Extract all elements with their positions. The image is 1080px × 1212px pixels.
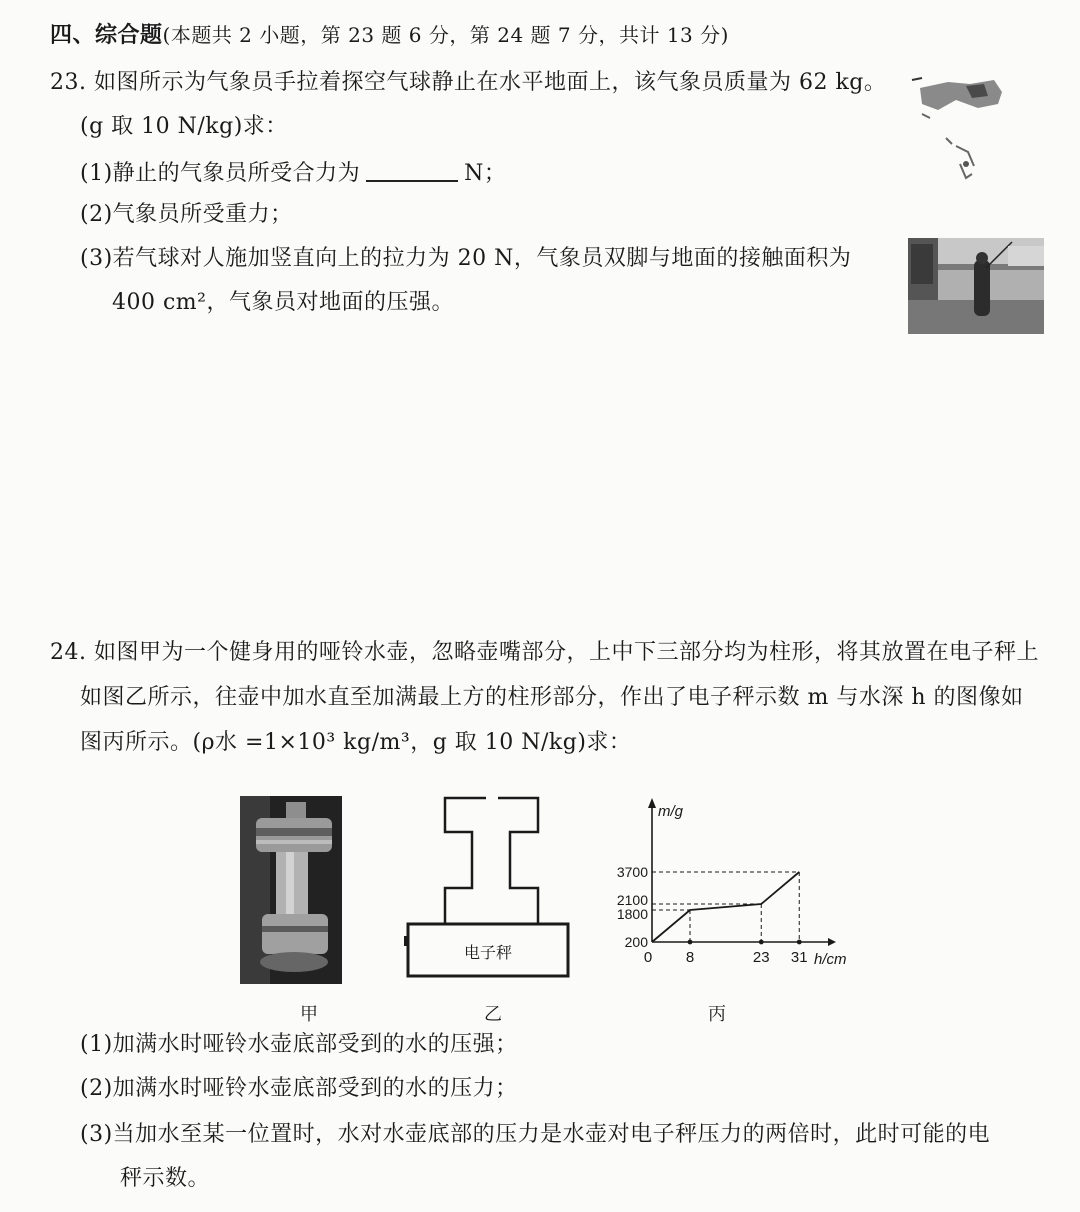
y-axis-label: m/g [658, 803, 684, 820]
x-tick-label: 31 [790, 949, 808, 966]
kettle-on-scale-diagram [400, 790, 580, 990]
q24-stem-line2: 如图乙所示，往壶中加水直至加满最上方的柱形部分，作出了电子秤示数 m 与水深 h 的图像如 [80, 685, 1024, 710]
q24-part3-line1: (3)当加水至某一位置时，水对水壶底部的压力是水壶对电子秤压力的两倍时，此时可能的电 [80, 1122, 991, 1147]
dumbbell-kettle-photo [240, 796, 342, 984]
q23-part3-line1: (3)若气球对人施加竖直向上的拉力为 20 N，气象员双脚与地面的接触面积为 [80, 246, 852, 271]
x-tick-label: 0 [643, 949, 653, 966]
x-axis-label: h/cm [814, 951, 847, 968]
q23-part3-line2: 400 cm²，气象员对地面的压强。 [112, 290, 454, 315]
x-tick-dot [797, 940, 802, 945]
y-tick-label: 200 [624, 934, 648, 950]
y-tick-label: 1800 [616, 906, 648, 922]
data-line [652, 872, 799, 942]
y-tick-label: 3700 [616, 864, 648, 880]
q23-part2: (2)气象员所受重力； [80, 202, 293, 227]
caption-jia: 甲 [300, 1004, 318, 1025]
q24-stem-line3: 图丙所示。(ρ水 =1×10³ kg/m³，g 取 10 N/kg)求： [80, 730, 632, 755]
section-heading: 四、综合题 [50, 22, 163, 48]
q23-part1 [80, 160, 506, 185]
x-tick-label: 8 [685, 949, 695, 966]
q24-part2: (2)加满水时哑铃水壶底部受到的水的压力； [80, 1076, 518, 1101]
caption-yi: 乙 [484, 1004, 502, 1025]
mass-depth-chart [600, 790, 860, 980]
meteorologist-photo [908, 238, 1044, 334]
q24-part3-line2: 秤示数。 [120, 1166, 211, 1191]
x-tick-label: 23 [752, 949, 770, 966]
x-axis-arrow [828, 938, 836, 946]
x-tick-dot [759, 940, 764, 945]
scale-label: 电子秤 [463, 945, 513, 962]
y-axis-arrow [648, 798, 656, 808]
answer-blank [366, 160, 458, 182]
caption-bing: 丙 [708, 1004, 726, 1025]
y-tick-label: 2100 [616, 892, 648, 908]
section-note: (本题共 2 小题，第 23 题 6 分，第 24 题 7 分，共计 13 分) [162, 23, 729, 47]
q23-part1-unit: N； [464, 161, 507, 186]
q23-stem-line2: (g 取 10 N/kg)求： [80, 114, 288, 139]
section-header [50, 24, 729, 47]
q24-stem-line1: 24. 如图甲为一个健身用的哑铃水壶，忽略壶嘴部分，上中下三部分均为柱形，将其放置在电子秤上 [50, 640, 1039, 665]
q24-part1: (1)加满水时哑铃水壶底部受到的水的压强； [80, 1032, 518, 1057]
q23-part1-text: (1)静止的气象员所受合力为 [80, 161, 361, 186]
balloon-photo-fragment [908, 74, 1008, 186]
q23-stem-line1: 23. 如图所示为气象员手拉着探空气球静止在水平地面上，该气象员质量为 62 kg。 [50, 70, 887, 95]
x-tick-dot [688, 940, 693, 945]
